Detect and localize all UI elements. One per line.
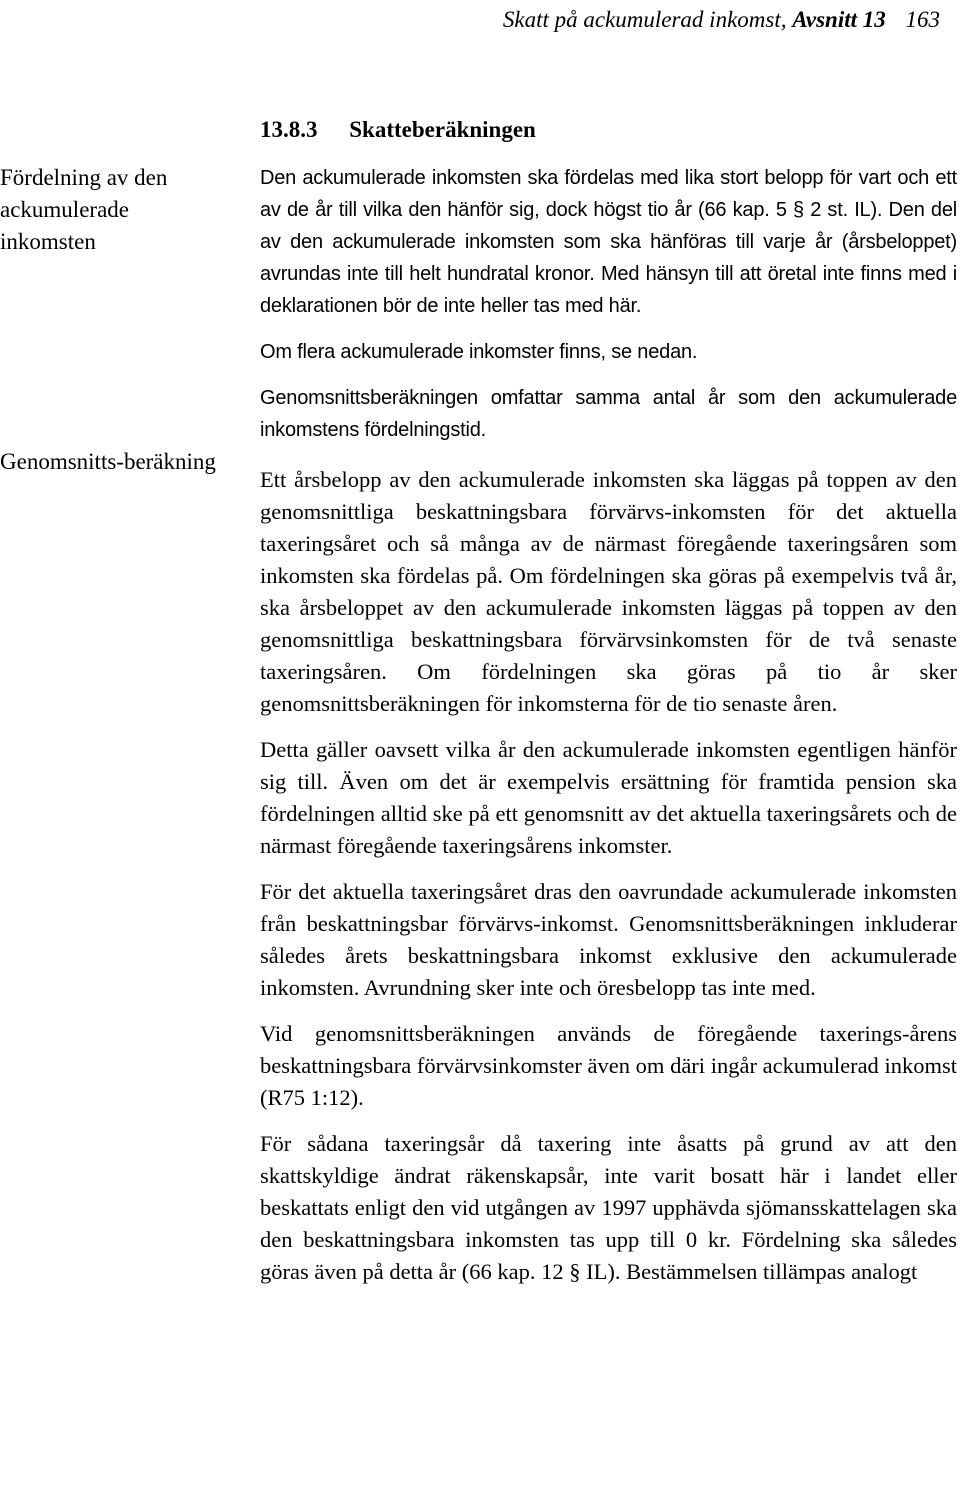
paragraph-arsbelopp: Ett årsbelopp av den ackumulerade inkomsten ska läggas på toppen av den genomsnittliga beskattningsbara förvärvs-inkomsten för det aktuella taxeringsåret och så många av de närmast föregående taxeringsåren som inkomsten ska fördelas på. Om fördelningen ska göras på exempelvis två år, ska årsbeloppet av den ackumulerade inkomsten läggas på toppen av den genomsnittliga beskattningsbara förvärvsinkomsten för de två senaste taxeringsåren. Om fördelningen ska göras på tio år sker genomsnittsberäkningen för inkomsterna för de tio senaste åren.: [260, 467, 957, 716]
paragraph-fordelning: Den ackumulerade inkomsten ska fördelas med lika stort belopp för vart och ett av de år till vilka den hänför sig, dock högst tio år (66 kap. 5 § 2 st. IL). Den del av den ackumulerade inkomsten som ska hänföras till varje år (årsbeloppet) avrundas inte till helt hundratal kronor. Med hänsyn till att öretal inte finns med i deklarationen bör de inte heller tas med här.: [260, 167, 957, 317]
header-title: Skatt på ackumulerad inkomst,: [502, 7, 787, 32]
paragraph-taxering-ej-asatts: För sådana taxeringsår då taxering inte åsatts på grund av att den skattskyldige ändrat räkenskapsår, inte varit bosatt här i landet eller beskattats enligt den vid utgången av 1997 upphävda sjömansskattelagen ska den beskattningsbara inkomsten tas upp till 0 kr. Fördelning ska således göras även på detta år (66 kap. 12 § IL). Bestämmelsen tillämpas analogt: [260, 1131, 957, 1284]
header-section: Avsnitt 13: [792, 7, 886, 32]
body-text: [260, 162, 957, 1302]
section-number: 13.8.3: [260, 117, 318, 142]
margin-note-genomsnittsberakning: Genomsnitts-beräkning: [0, 449, 216, 474]
paragraph-flera-inkomster: Om flera ackumulerade inkomster finns, se nedan.: [260, 341, 698, 363]
margin-note-fordelning: Fördelning av den ackumulerade inkomsten: [0, 165, 168, 254]
paragraph-aktuella-taxeringsaret: För det aktuella taxeringsåret dras den oavrundade ackumulerade inkomsten från beskattningsbar förvärvs-inkomst. Genomsnittsberäkningen inkluderar således årets beskattningsbara inkomst exklusive den ackumulerade inkomsten. Avrundning sker inte och öresbelopp tas inte med.: [260, 879, 957, 1000]
paragraph-oavsett-ar: Detta gäller oavsett vilka år den ackumulerade inkomsten egentligen hänför sig till. Även om det är exempelvis ersättning för framtida pension ska fördelningen alltid ske på ett genomsnitt av det aktuella taxeringsårets och de närmast föregående taxeringsårens inkomster.: [260, 737, 957, 858]
paragraph-genomsnitt-omfattning: Genomsnittsberäkningen omfattar samma antal år som den ackumulerade inkomstens fördelningstid.: [260, 387, 957, 441]
section-title: Skatteberäkningen: [349, 117, 536, 142]
page-number: 163: [905, 7, 940, 32]
running-header: [503, 0, 940, 40]
paragraph-foregaende-taxeringsar: Vid genomsnittsberäkningen används de föregående taxerings-årens beskattningsbara förvärvsinkomster även om däri ingår ackumulerad inkomst (R75 1:12).: [260, 1021, 957, 1110]
section-heading: [260, 114, 536, 146]
